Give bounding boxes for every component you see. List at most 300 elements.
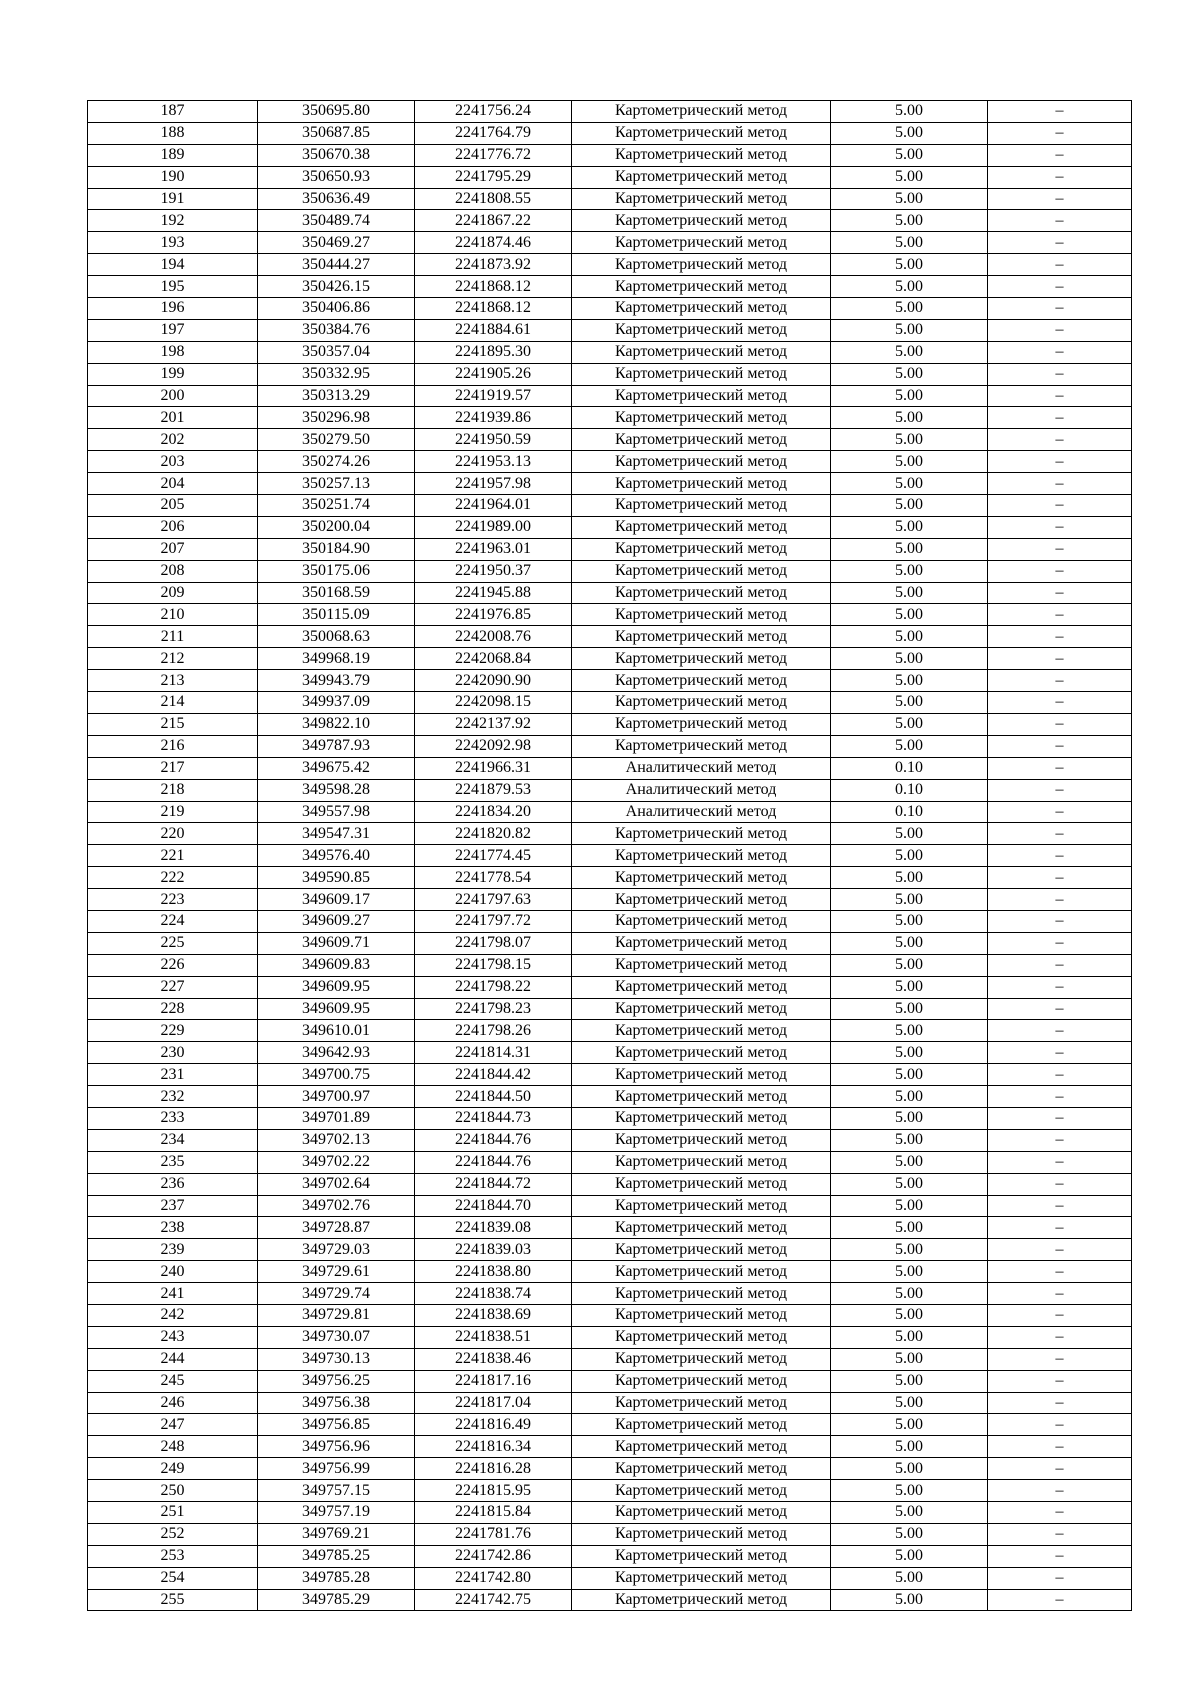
y-coordinate-cell: 2241815.84 [415,1502,572,1524]
y-coordinate-cell: 2241844.72 [415,1173,572,1195]
point-number-cell: 204 [88,473,258,495]
note-cell: – [988,101,1132,123]
table-row [88,1086,1132,1108]
note-cell: – [988,1326,1132,1348]
table-row [88,626,1132,648]
accuracy-cell: 5.00 [831,845,988,867]
table-row [88,516,1132,538]
point-number-cell: 254 [88,1567,258,1589]
point-number-cell: 209 [88,582,258,604]
point-number-cell: 190 [88,166,258,188]
x-coordinate-cell: 350469.27 [258,232,415,254]
y-coordinate-cell: 2241742.75 [415,1589,572,1611]
accuracy-cell: 5.00 [831,122,988,144]
accuracy-cell: 5.00 [831,932,988,954]
point-number-cell: 251 [88,1502,258,1524]
point-number-cell: 205 [88,495,258,517]
accuracy-cell: 5.00 [831,1304,988,1326]
note-cell: – [988,845,1132,867]
note-cell: – [988,735,1132,757]
point-number-cell: 230 [88,1042,258,1064]
y-coordinate-cell: 2241976.85 [415,604,572,626]
note-cell: – [988,1173,1132,1195]
table-row [88,341,1132,363]
accuracy-cell: 0.10 [831,757,988,779]
x-coordinate-cell: 349756.25 [258,1370,415,1392]
table-row [88,670,1132,692]
accuracy-cell: 5.00 [831,1348,988,1370]
method-cell: Картометрический метод [572,1283,831,1305]
note-cell: – [988,276,1132,298]
accuracy-cell: 5.00 [831,298,988,320]
method-cell: Картометрический метод [572,735,831,757]
method-cell: Картометрический метод [572,1173,831,1195]
note-cell: – [988,823,1132,845]
point-number-cell: 225 [88,932,258,954]
accuracy-cell: 5.00 [831,1239,988,1261]
method-cell: Картометрический метод [572,1458,831,1480]
accuracy-cell: 5.00 [831,976,988,998]
method-cell: Картометрический метод [572,1502,831,1524]
x-coordinate-cell: 349701.89 [258,1107,415,1129]
accuracy-cell: 5.00 [831,1326,988,1348]
y-coordinate-cell: 2241798.07 [415,932,572,954]
note-cell: – [988,626,1132,648]
table-row [88,473,1132,495]
accuracy-cell: 5.00 [831,407,988,429]
accuracy-cell: 5.00 [831,473,988,495]
table-row [88,122,1132,144]
y-coordinate-cell: 2241838.69 [415,1304,572,1326]
accuracy-cell: 5.00 [831,1217,988,1239]
point-number-cell: 234 [88,1129,258,1151]
accuracy-cell: 5.00 [831,1129,988,1151]
y-coordinate-cell: 2241838.80 [415,1261,572,1283]
point-number-cell: 226 [88,954,258,976]
y-coordinate-cell: 2241814.31 [415,1042,572,1064]
table-row [88,932,1132,954]
point-number-cell: 222 [88,867,258,889]
table-row [88,648,1132,670]
accuracy-cell: 5.00 [831,495,988,517]
x-coordinate-cell: 350650.93 [258,166,415,188]
note-cell: – [988,779,1132,801]
note-cell: – [988,757,1132,779]
table-row [88,363,1132,385]
y-coordinate-cell: 2241781.76 [415,1523,572,1545]
note-cell: – [988,867,1132,889]
table-row [88,1217,1132,1239]
table-row [88,495,1132,517]
method-cell: Картометрический метод [572,298,831,320]
table-row [88,867,1132,889]
note-cell: – [988,1545,1132,1567]
table-row [88,757,1132,779]
method-cell: Картометрический метод [572,319,831,341]
note-cell: – [988,144,1132,166]
note-cell: – [988,363,1132,385]
x-coordinate-cell: 349968.19 [258,648,415,670]
table-row [88,976,1132,998]
point-number-cell: 201 [88,407,258,429]
x-coordinate-cell: 350184.90 [258,538,415,560]
point-number-cell: 238 [88,1217,258,1239]
point-number-cell: 247 [88,1414,258,1436]
point-number-cell: 216 [88,735,258,757]
note-cell: – [988,889,1132,911]
accuracy-cell: 5.00 [831,1502,988,1524]
note-cell: – [988,1283,1132,1305]
table-row [88,1283,1132,1305]
y-coordinate-cell: 2241838.51 [415,1326,572,1348]
method-cell: Картометрический метод [572,582,831,604]
method-cell: Картометрический метод [572,210,831,232]
note-cell: – [988,582,1132,604]
y-coordinate-cell: 2241957.98 [415,473,572,495]
y-coordinate-cell: 2241839.03 [415,1239,572,1261]
note-cell: – [988,1348,1132,1370]
method-cell: Картометрический метод [572,516,831,538]
y-coordinate-cell: 2241798.22 [415,976,572,998]
accuracy-cell: 5.00 [831,385,988,407]
table-row [88,954,1132,976]
method-cell: Картометрический метод [572,363,831,385]
table-row [88,845,1132,867]
method-cell: Картометрический метод [572,1195,831,1217]
note-cell: – [988,1370,1132,1392]
table-row [88,144,1132,166]
method-cell: Картометрический метод [572,910,831,932]
x-coordinate-cell: 349610.01 [258,1020,415,1042]
x-coordinate-cell: 349937.09 [258,692,415,714]
y-coordinate-cell: 2242090.90 [415,670,572,692]
note-cell: – [988,1239,1132,1261]
point-number-cell: 213 [88,670,258,692]
x-coordinate-cell: 350279.50 [258,429,415,451]
point-number-cell: 194 [88,254,258,276]
method-cell: Картометрический метод [572,932,831,954]
x-coordinate-cell: 349785.28 [258,1567,415,1589]
note-cell: – [988,1064,1132,1086]
x-coordinate-cell: 349730.13 [258,1348,415,1370]
table-row [88,801,1132,823]
table-row [88,560,1132,582]
x-coordinate-cell: 350426.15 [258,276,415,298]
y-coordinate-cell: 2241868.12 [415,276,572,298]
accuracy-cell: 5.00 [831,735,988,757]
note-cell: – [988,560,1132,582]
x-coordinate-cell: 350168.59 [258,582,415,604]
method-cell: Картометрический метод [572,188,831,210]
method-cell: Картометрический метод [572,1326,831,1348]
x-coordinate-cell: 350444.27 [258,254,415,276]
table-row [88,210,1132,232]
note-cell: – [988,1129,1132,1151]
accuracy-cell: 5.00 [831,538,988,560]
y-coordinate-cell: 2241963.01 [415,538,572,560]
note-cell: – [988,254,1132,276]
y-coordinate-cell: 2241816.28 [415,1458,572,1480]
table-row [88,1567,1132,1589]
note-cell: – [988,604,1132,626]
accuracy-cell: 5.00 [831,1064,988,1086]
table-row [88,188,1132,210]
table-row [88,1348,1132,1370]
table-row [88,582,1132,604]
y-coordinate-cell: 2241756.24 [415,101,572,123]
point-number-cell: 245 [88,1370,258,1392]
method-cell: Картометрический метод [572,889,831,911]
x-coordinate-cell: 349609.95 [258,976,415,998]
x-coordinate-cell: 349769.21 [258,1523,415,1545]
x-coordinate-cell: 349702.64 [258,1173,415,1195]
point-number-cell: 249 [88,1458,258,1480]
table-row [88,1545,1132,1567]
accuracy-cell: 5.00 [831,1151,988,1173]
y-coordinate-cell: 2241844.76 [415,1129,572,1151]
table-row [88,254,1132,276]
x-coordinate-cell: 350068.63 [258,626,415,648]
coordinates-table [87,100,1132,1611]
y-coordinate-cell: 2241950.59 [415,429,572,451]
y-coordinate-cell: 2241776.72 [415,144,572,166]
x-coordinate-cell: 350115.09 [258,604,415,626]
point-number-cell: 211 [88,626,258,648]
point-number-cell: 223 [88,889,258,911]
method-cell: Картометрический метод [572,122,831,144]
point-number-cell: 228 [88,998,258,1020]
accuracy-cell: 5.00 [831,560,988,582]
method-cell: Картометрический метод [572,1064,831,1086]
y-coordinate-cell: 2241844.50 [415,1086,572,1108]
x-coordinate-cell: 349730.07 [258,1326,415,1348]
table-row [88,1020,1132,1042]
accuracy-cell: 5.00 [831,1261,988,1283]
x-coordinate-cell: 350200.04 [258,516,415,538]
point-number-cell: 210 [88,604,258,626]
accuracy-cell: 5.00 [831,648,988,670]
note-cell: – [988,1304,1132,1326]
y-coordinate-cell: 2241742.80 [415,1567,572,1589]
method-cell: Картометрический метод [572,1086,831,1108]
x-coordinate-cell: 349757.15 [258,1480,415,1502]
accuracy-cell: 5.00 [831,1020,988,1042]
point-number-cell: 187 [88,101,258,123]
x-coordinate-cell: 350406.86 [258,298,415,320]
note-cell: – [988,516,1132,538]
table-row [88,692,1132,714]
y-coordinate-cell: 2241939.86 [415,407,572,429]
accuracy-cell: 5.00 [831,516,988,538]
method-cell: Картометрический метод [572,1545,831,1567]
method-cell: Картометрический метод [572,341,831,363]
table-row [88,1370,1132,1392]
x-coordinate-cell: 350251.74 [258,495,415,517]
method-cell: Картометрический метод [572,1129,831,1151]
note-cell: – [988,451,1132,473]
method-cell: Картометрический метод [572,1107,831,1129]
point-number-cell: 240 [88,1261,258,1283]
y-coordinate-cell: 2241844.70 [415,1195,572,1217]
note-cell: – [988,670,1132,692]
accuracy-cell: 5.00 [831,1107,988,1129]
y-coordinate-cell: 2241874.46 [415,232,572,254]
method-cell: Картометрический метод [572,1217,831,1239]
table-row [88,451,1132,473]
point-number-cell: 242 [88,1304,258,1326]
y-coordinate-cell: 2241868.12 [415,298,572,320]
y-coordinate-cell: 2241844.42 [415,1064,572,1086]
x-coordinate-cell: 349785.29 [258,1589,415,1611]
table-row [88,1239,1132,1261]
accuracy-cell: 5.00 [831,363,988,385]
method-cell: Картометрический метод [572,232,831,254]
x-coordinate-cell: 350695.80 [258,101,415,123]
point-number-cell: 255 [88,1589,258,1611]
table-row [88,407,1132,429]
point-number-cell: 197 [88,319,258,341]
method-cell: Картометрический метод [572,385,831,407]
note-cell: – [988,429,1132,451]
y-coordinate-cell: 2241798.23 [415,998,572,1020]
table-row [88,1480,1132,1502]
y-coordinate-cell: 2241945.88 [415,582,572,604]
table-row [88,538,1132,560]
x-coordinate-cell: 349756.85 [258,1414,415,1436]
accuracy-cell: 5.00 [831,692,988,714]
x-coordinate-cell: 350257.13 [258,473,415,495]
table-row [88,713,1132,735]
method-cell: Картометрический метод [572,1436,831,1458]
y-coordinate-cell: 2241817.16 [415,1370,572,1392]
method-cell: Картометрический метод [572,976,831,998]
note-cell: – [988,801,1132,823]
y-coordinate-cell: 2241873.92 [415,254,572,276]
y-coordinate-cell: 2241838.74 [415,1283,572,1305]
point-number-cell: 188 [88,122,258,144]
point-number-cell: 236 [88,1173,258,1195]
x-coordinate-cell: 349547.31 [258,823,415,845]
method-cell: Картометрический метод [572,1020,831,1042]
accuracy-cell: 5.00 [831,166,988,188]
table-row [88,1436,1132,1458]
method-cell: Картометрический метод [572,1239,831,1261]
y-coordinate-cell: 2241919.57 [415,385,572,407]
accuracy-cell: 5.00 [831,670,988,692]
x-coordinate-cell: 349822.10 [258,713,415,735]
method-cell: Картометрический метод [572,823,831,845]
accuracy-cell: 5.00 [831,451,988,473]
table-row [88,298,1132,320]
point-number-cell: 237 [88,1195,258,1217]
note-cell: – [988,1020,1132,1042]
x-coordinate-cell: 349642.93 [258,1042,415,1064]
point-number-cell: 241 [88,1283,258,1305]
x-coordinate-cell: 349756.38 [258,1392,415,1414]
point-number-cell: 235 [88,1151,258,1173]
table-row [88,1129,1132,1151]
point-number-cell: 206 [88,516,258,538]
table-row [88,276,1132,298]
y-coordinate-cell: 2241797.63 [415,889,572,911]
table-row [88,1523,1132,1545]
method-cell: Картометрический метод [572,1151,831,1173]
note-cell: – [988,910,1132,932]
y-coordinate-cell: 2241844.76 [415,1151,572,1173]
note-cell: – [988,188,1132,210]
table-row [88,1064,1132,1086]
y-coordinate-cell: 2241953.13 [415,451,572,473]
method-cell: Аналитический метод [572,801,831,823]
x-coordinate-cell: 349729.81 [258,1304,415,1326]
point-number-cell: 233 [88,1107,258,1129]
point-number-cell: 224 [88,910,258,932]
note-cell: – [988,1589,1132,1611]
method-cell: Картометрический метод [572,604,831,626]
method-cell: Картометрический метод [572,1567,831,1589]
note-cell: – [988,1195,1132,1217]
note-cell: – [988,1502,1132,1524]
x-coordinate-cell: 349598.28 [258,779,415,801]
method-cell: Аналитический метод [572,779,831,801]
x-coordinate-cell: 349675.42 [258,757,415,779]
accuracy-cell: 5.00 [831,626,988,648]
y-coordinate-cell: 2241905.26 [415,363,572,385]
x-coordinate-cell: 350670.38 [258,144,415,166]
accuracy-cell: 5.00 [831,954,988,976]
y-coordinate-cell: 2242068.84 [415,648,572,670]
point-number-cell: 189 [88,144,258,166]
table-row [88,319,1132,341]
point-number-cell: 203 [88,451,258,473]
x-coordinate-cell: 349728.87 [258,1217,415,1239]
x-coordinate-cell: 350687.85 [258,122,415,144]
x-coordinate-cell: 349756.99 [258,1458,415,1480]
method-cell: Картометрический метод [572,1370,831,1392]
point-number-cell: 253 [88,1545,258,1567]
table-row [88,166,1132,188]
x-coordinate-cell: 350489.74 [258,210,415,232]
note-cell: – [988,932,1132,954]
note-cell: – [988,1042,1132,1064]
note-cell: – [988,1567,1132,1589]
table-row [88,779,1132,801]
accuracy-cell: 5.00 [831,604,988,626]
method-cell: Картометрический метод [572,495,831,517]
table-row [88,232,1132,254]
table-row [88,1173,1132,1195]
note-cell: – [988,998,1132,1020]
point-number-cell: 252 [88,1523,258,1545]
method-cell: Картометрический метод [572,407,831,429]
point-number-cell: 227 [88,976,258,998]
note-cell: – [988,1086,1132,1108]
accuracy-cell: 5.00 [831,188,988,210]
accuracy-cell: 5.00 [831,823,988,845]
accuracy-cell: 5.00 [831,429,988,451]
method-cell: Картометрический метод [572,538,831,560]
accuracy-cell: 5.00 [831,1414,988,1436]
method-cell: Картометрический метод [572,867,831,889]
table-row [88,1326,1132,1348]
method-cell: Картометрический метод [572,713,831,735]
x-coordinate-cell: 350357.04 [258,341,415,363]
accuracy-cell: 5.00 [831,713,988,735]
y-coordinate-cell: 2241742.86 [415,1545,572,1567]
point-number-cell: 193 [88,232,258,254]
y-coordinate-cell: 2241816.49 [415,1414,572,1436]
y-coordinate-cell: 2241820.82 [415,823,572,845]
